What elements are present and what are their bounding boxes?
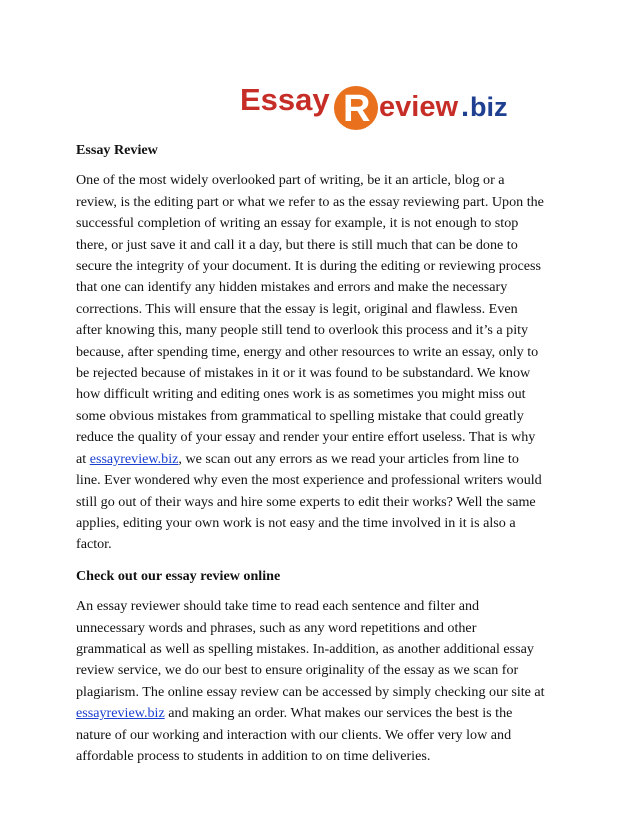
paragraph-line: review, is the editing part or what we refer to as the essay reviewing part. Upon the bbox=[76, 193, 544, 210]
essayreview-logo bbox=[238, 78, 518, 136]
paragraph-line: grammatical as well as spelling mistakes. In-addition, as another additional essay bbox=[76, 640, 534, 657]
paragraph-line: still go out of their ways and hire some experts to edit their works? Well the same bbox=[76, 493, 536, 510]
paragraph-online-review bbox=[76, 596, 572, 767]
paragraph-line: secure the integrity of your document. It is during the editing or reviewing process bbox=[76, 258, 541, 275]
paragraph-line: unnecessary words and phrases, such as any word repetitions and other bbox=[76, 619, 477, 636]
paragraph-line: that one can identify any hidden mistakes and errors and make the necessary bbox=[76, 279, 508, 296]
logo-eview-text: eview bbox=[379, 91, 458, 123]
logo-essay-text: Essay bbox=[240, 82, 330, 117]
paragraph-line: corrections. This will ensure that the essay is legit, original and flawless. Even bbox=[76, 300, 518, 317]
paragraph-line-with-link bbox=[76, 703, 572, 724]
paragraph-line: there, or just save it and call it a day, but there is still much that can be done to bbox=[76, 236, 518, 253]
paragraph-line: plagiarism. The online essay review can be accessed by simply checking our site at bbox=[76, 683, 545, 700]
paragraph-line: An essay reviewer should take time to read each sentence and filter and bbox=[76, 598, 480, 615]
logo-graphic bbox=[238, 78, 518, 136]
paragraph-line: line. Ever wondered why even the most experience and professional writers would bbox=[76, 472, 542, 489]
paragraph-line: factor. bbox=[76, 536, 112, 553]
logo-r-letter: R bbox=[343, 88, 371, 130]
paragraph-line: some obvious mistakes from grammatical to spelling mistake that could greatly bbox=[76, 407, 524, 424]
link-suffix-text: and making an order. What makes our services the best is the bbox=[164, 705, 513, 722]
paragraph-line: be rejected because of mistakes in it or it was found to be substandard. We know bbox=[76, 365, 531, 382]
paragraph-line: affordable process to students in addition to on time deliveries. bbox=[76, 747, 431, 764]
link-prefix-text: at bbox=[76, 450, 90, 467]
paragraph-line: how difficult writing and editing ones work is as sometimes you might miss out bbox=[76, 386, 526, 403]
document-body bbox=[76, 138, 572, 767]
paragraph-line: after knowing this, many people still tend to overlook this process and it’s a pity bbox=[76, 322, 529, 339]
essayreview-link[interactable]: essayreview.biz bbox=[89, 450, 179, 467]
heading-essay-review: Essay Review bbox=[76, 142, 158, 158]
paragraph-line: One of the most widely overlooked part of writing, be it an article, blog or a bbox=[76, 172, 505, 189]
paragraph-line: nature of our working and interaction with our clients. We offer very low and bbox=[76, 726, 512, 743]
paragraph-line: review service, we do our best to ensure originality of the essay as we scan for bbox=[76, 662, 519, 679]
paragraph-line-with-link bbox=[76, 449, 572, 470]
paragraph-line: reduce the quality of your essay and render your entire effort useless. That is why bbox=[76, 429, 536, 446]
link-suffix-text: , we scan out any errors as we read your articles from line to bbox=[178, 450, 519, 467]
logo-biz-text: biz bbox=[470, 92, 508, 122]
logo-dot-text: . bbox=[461, 91, 470, 123]
paragraph-line: successful completion of writing an essay for example, it is not enough to stop bbox=[76, 215, 519, 232]
heading-check-out: Check out our essay review online bbox=[76, 567, 281, 584]
essayreview-link[interactable]: essayreview.biz bbox=[76, 705, 165, 722]
paragraph-line: because, after spending time, energy and other resources to write an essay, only to bbox=[76, 343, 539, 360]
paragraph-intro bbox=[76, 170, 572, 555]
paragraph-line: applies, editing your own work is not easy and the time involved in it is also a bbox=[76, 514, 516, 531]
